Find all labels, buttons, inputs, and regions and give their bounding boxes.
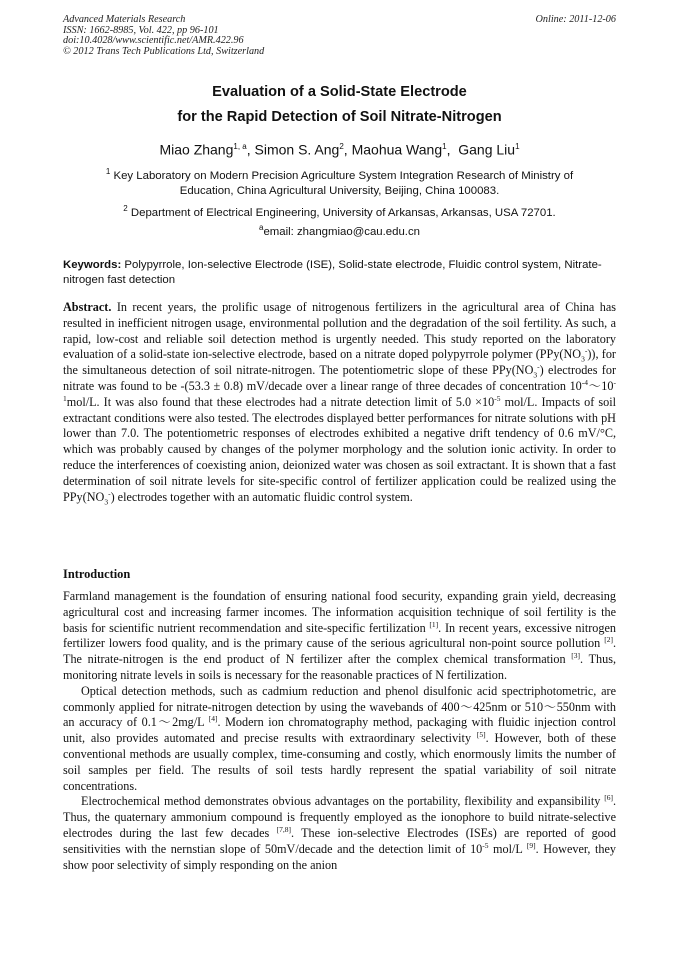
superscript: - — [537, 362, 540, 372]
journal-name: Advanced Materials Research — [63, 14, 186, 25]
paragraph-text: . However, they show poor selectivity of simply responding on the anion — [63, 841, 616, 872]
abstract-text: In recent years, the prolific usage of nitrogenous fertilizers in the agricultural area of China has resulted in inefficient nitrogen usage, environmental pollution and the degradation of the soil fertility. As such, a rapid, low-cost and reliable soil detection method is urgently needed. This study reported on the laboratory evaluation of a solid-state ion-selective electrode, based on a nitrate doped polypyrrole polymer (PPy(NO — [63, 300, 616, 362]
author-affiliation-mark: 2 — [339, 142, 344, 151]
abstract-text: ～10 — [588, 378, 614, 393]
keywords-text: Polypyrrole, Ion-selective Electrode (ISE), Solid-state electrode, Fluidic control system, Nitrate-nitrogen fast detection — [63, 259, 602, 286]
affiliation-text: Department of Electrical Engineering, University of Arkansas, Arkansas, USA 72701. — [130, 206, 556, 219]
introduction-body — [63, 589, 616, 873]
abstract-text: mol/L. It was also found that these electrodes had a nitrate detection limit of 5.0 ×10 — [66, 394, 495, 409]
paragraph — [63, 794, 616, 873]
affiliation-2 — [63, 201, 616, 221]
paragraph-text: . In recent years, excessive nitrogen fertilizer lowers food quality, and is the primary cause of the serious agricultural non-point source pollution — [63, 620, 616, 651]
superscript: - — [584, 346, 588, 356]
abstract-text: mol/L. Impacts of soil extractant conditions were also tested. The electrodes displayed better performances for nitrate solutions with pH lower than 7.0. The potentiometric responses of electrodes exhibited a negative drift tendency of 0.6 mV/°C, which was probably caused by changes of the polymer morphology and the solution ionic activity. In order to reduce the interferences of coexisting anion, deionized water was chosen as soil extractant. It is shown that a fast determination of soil nitrate levels for site-specific control of fertilizer application could be realized using the PPy(NO — [63, 394, 616, 504]
author-affiliation-mark: 1, a — [233, 142, 247, 151]
abstract-text: )), for the simultaneous detection of soil nitrate-nitrogen. The potentiometric slope of these PPy(NO — [63, 347, 616, 378]
keywords-block — [63, 258, 616, 288]
author-affiliation-mark: 1 — [515, 142, 520, 151]
paragraph-text: . Thus, the quaternary ammonium compound is frequently employed as the ionophore to build nitrate-selective electrodes during the last few decades — [63, 794, 616, 840]
exponent: -4 — [581, 377, 589, 387]
abstract-block — [63, 300, 616, 505]
doi-line: doi:10.4028/www.scientific.net/AMR.422.96 — [63, 35, 244, 47]
citation[interactable]: [5] — [476, 730, 486, 740]
paragraph-text: . However, both of these conventional methods are usually complex, time-consuming and costly, which enormously limits the number of soil samples per field. The results of soil tests hardly represent the spatial variability of soil nitrate concentrations. — [63, 731, 617, 793]
subscript: 3 — [104, 497, 109, 506]
online-date: Online: 2011-12-06 — [535, 14, 616, 25]
paragraph-text: . Thus, monitoring nitrate levels in soils is necessary for the reasonable practices of N fertilization. — [63, 652, 616, 682]
abstract-label: Abstract. — [63, 300, 112, 314]
running-header — [63, 15, 616, 57]
affiliation-number: 1 — [105, 167, 111, 176]
citation[interactable]: [1] — [429, 619, 439, 629]
keywords-label: Keywords: — [63, 259, 122, 271]
subscript: 3 — [533, 370, 538, 380]
author-list: Miao Zhang$^{1, a}$, Simon S. Ang$^2$, Maohua Wang$^1$, Gang Liu$^1$ — [159, 141, 520, 158]
paragraph-text: . These ion-selective Electrodes (ISEs) are reported of good sensitivities with the nernstian slope of 50mV/decade and the detection limit of 10 — [63, 825, 616, 856]
copyright-line: © 2012 Trans Tech Publications Ltd, Switzerland — [63, 45, 265, 57]
affiliation-text: Education, China Agricultural University, Beijing, China 100083. — [179, 184, 500, 197]
paper-title — [63, 80, 616, 130]
corresponding-email — [63, 220, 616, 240]
affiliation-number: 2 — [123, 204, 128, 213]
citation[interactable]: [3] — [571, 651, 581, 661]
citation[interactable]: [9] — [526, 840, 536, 850]
email-text: email: zhangmiao@cau.edu.cn — [263, 225, 421, 238]
exponent: -5 — [482, 840, 489, 850]
section-heading-introduction: Introduction — [63, 567, 131, 581]
paragraph-text: mol/L — [488, 841, 527, 856]
paragraph-text: . Modern ion chromatography method, packaging with fluidic injection control unit, also provides automated and precise results with extraordinary selectivity — [63, 715, 616, 746]
paragraph-text: . The nitrate-nitrogen is the end product of N fertilizer after the complex chemical transformation — [63, 636, 616, 667]
affiliation-text: Key Laboratory on Modern Precision Agriculture System Integration Research of Ministry of — [113, 169, 574, 182]
author-name: Maohua Wang — [351, 141, 443, 158]
paragraph-text: Electrochemical method demonstrates obvious advantages on the portability, flexibility and expansibility — [81, 794, 605, 809]
citation[interactable]: [4] — [208, 714, 218, 724]
author-name: Miao Zhang — [159, 141, 234, 158]
citation[interactable]: [7,8] — [276, 824, 291, 834]
paragraph-text: Optical detection methods, such as cadmium reduction and phenol disulfonic acid spectriphotometric, are commonly applied for nitrate-nitrogen detection by using the wavebands of 400～425nm or 510～550nm with an accuracy of 0.1～2mg/L — [63, 683, 616, 730]
title-line-1: Evaluation of a Solid-State Electrode — [212, 84, 467, 100]
title-line-2: for the Rapid Detection of Soil Nitrate-Nitrogen — [177, 109, 502, 125]
paragraph — [63, 589, 616, 684]
email-mark: a — [258, 223, 264, 232]
author-name: Simon S. Ang — [254, 141, 340, 158]
author-affiliation-mark: 1 — [442, 142, 447, 151]
exponent: -1 — [63, 377, 616, 403]
citation[interactable]: [6] — [604, 793, 613, 803]
exponent: -5 — [494, 393, 501, 403]
subscript: 3 — [581, 354, 585, 364]
paragraph — [63, 684, 616, 795]
affiliation-1 — [63, 164, 616, 199]
issn-line: ISSN: 1662-8985, Vol. 422, pp 96-101 — [63, 24, 219, 36]
abstract-text: ) electrodes together with an automatic fluidic control system. — [110, 489, 413, 504]
author-name: Gang Liu — [458, 141, 516, 158]
abstract-text: ) electrodes for nitrate was found to be -(53.3 ± 0.8) mV/decade over a linear range of three decades of concentration 10 — [63, 363, 617, 393]
paragraph-text: Farmland management is the foundation of ensuring national food security, expanding grain yield, decreasing agricultural cost and increasing farmer incomes. The information acquisition technique of soil fertility is the basis for scientific nutrient recommendation and site-specific fertilization — [63, 589, 616, 635]
citation[interactable]: [2] — [604, 635, 613, 645]
superscript: - — [108, 488, 111, 498]
